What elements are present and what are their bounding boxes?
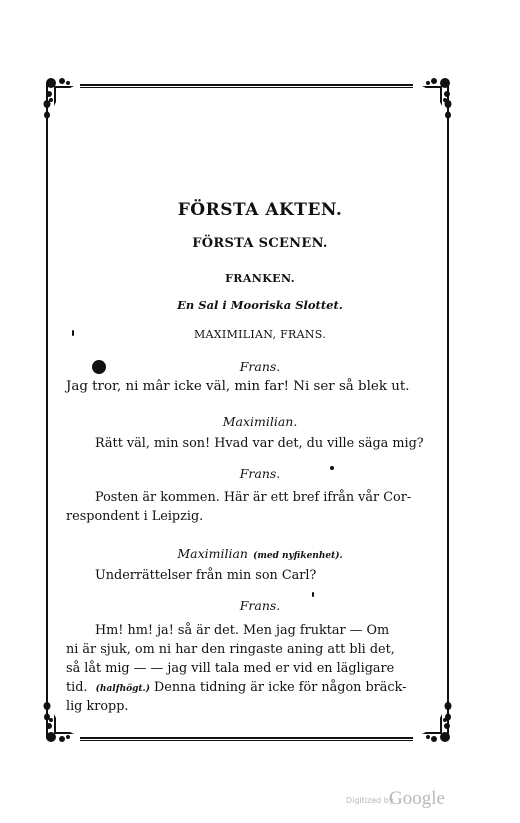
dialogue-line: Hm! hm! ja! så är det. Men jag fruktar — Om	[95, 623, 390, 638]
google-logo: Google	[389, 788, 445, 809]
dialogue-line: respondent i Leipzig.	[66, 509, 204, 524]
speaker-name: Frans.	[239, 466, 281, 481]
ink-mark	[312, 592, 314, 597]
watermark-prefix: Digitized by	[346, 796, 394, 805]
characters-line: MAXIMILIAN, FRANS.	[193, 328, 327, 341]
digitized-watermark	[346, 788, 456, 810]
dialogue-line	[66, 679, 406, 698]
side-ornament-icon	[42, 700, 52, 724]
speaker-name: Frans.	[239, 598, 281, 613]
act-title: FÖRSTA AKTEN.	[177, 200, 343, 220]
dialogue-line: Underrättelser från min son Carl?	[95, 568, 317, 583]
dialogue-line: ni är sjuk, om ni har den ringaste aning att bli det,	[66, 642, 395, 657]
dialogue-text: Denna tidning är icke för någon bräck-	[154, 680, 407, 695]
speaker-name: Frans.	[239, 359, 281, 374]
speaker-name: Maximilian.	[222, 414, 298, 429]
dialogue-line: lig kropp.	[66, 699, 129, 714]
place-heading: FRANKEN.	[225, 272, 295, 285]
stage-direction: (halfhögt.)	[95, 684, 150, 694]
ink-mark	[72, 330, 74, 336]
speaker-name: Maximilian	[177, 546, 248, 561]
dialogue-line: Jag tror, ni mâr icke väl, min far! Ni ser så blek ut.	[66, 379, 410, 394]
top-rule-thin	[80, 87, 413, 88]
dialogue-line: Rätt väl, min son! Hvad var det, du ville säga mig?	[95, 436, 424, 451]
dialogue-line: Posten är kommen. Här är ett bref ifrån vår Cor-	[95, 490, 412, 505]
bottom-rule-thin	[80, 740, 413, 741]
side-ornament-icon	[443, 700, 453, 724]
setting-line: En Sal i Mooriska Slottet.	[177, 298, 343, 312]
dialogue-line: så låt mig — — jag vill tala med er vid en lägligare	[66, 661, 395, 676]
dialogue-text: tid.	[66, 680, 88, 695]
top-rule	[80, 84, 413, 86]
bottom-rule	[80, 737, 413, 739]
stage-direction: (med nyfikenhet).	[253, 551, 343, 561]
scene-title: FÖRSTA SCENEN.	[192, 236, 328, 251]
side-ornament-icon	[42, 98, 52, 122]
speaker-heading	[0, 543, 520, 562]
side-ornament-icon	[443, 98, 453, 122]
